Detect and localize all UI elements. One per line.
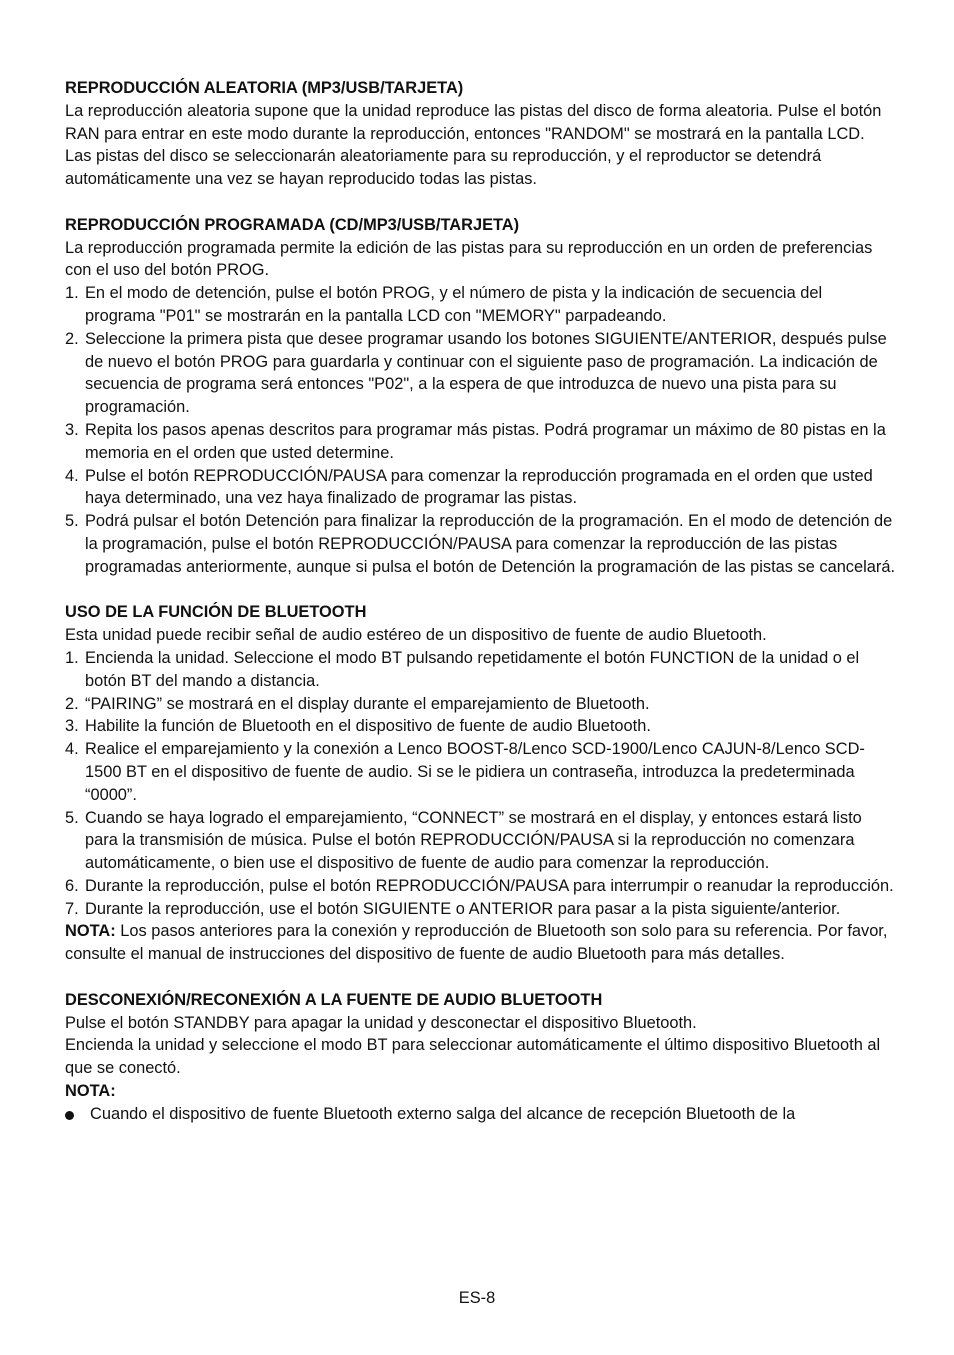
section-heading: DESCONEXIÓN/RECONEXIÓN A LA FUENTE DE AUDIO BLUETOOTH <box>65 990 603 1009</box>
list-item <box>65 738 895 806</box>
note-text: Los pasos anteriores para la conexión y reproducción de Bluetooth son solo para su referencia. Por favor, consulte el manual de instrucciones del dispositivo de fuente de audio Bluetooth para más detalles. <box>65 922 888 964</box>
step-text: “PAIRING” se mostrará en el display durante el emparejamiento de Bluetooth. <box>85 694 650 713</box>
list-item <box>65 875 895 898</box>
step-number: 4. <box>65 740 79 759</box>
bullet-icon <box>65 1111 74 1120</box>
step-number: 7. <box>65 899 79 918</box>
list-item <box>65 693 895 716</box>
bullet-text: Cuando el dispositivo de fuente Bluetooth externo salga del alcance de recepción Bluetooth de la <box>90 1104 796 1123</box>
paragraph: Esta unidad puede recibir señal de audio estéreo de un dispositivo de fuente de audio Bluetooth. <box>65 626 767 645</box>
note-label: NOTA: <box>65 1082 116 1101</box>
bullet-list <box>65 1103 895 1126</box>
list-item <box>65 1103 895 1126</box>
step-number: 2. <box>65 694 79 713</box>
list-item <box>65 510 895 578</box>
step-number: 1. <box>65 284 79 303</box>
step-number: 3. <box>65 717 79 736</box>
step-number: 6. <box>65 876 79 895</box>
step-text: Encienda la unidad. Seleccione el modo BT pulsando repetidamente el botón FUNCTION de la unidad o el botón BT del mando a distancia. <box>85 648 860 690</box>
page-content <box>65 77 895 1148</box>
page-number: ES-8 <box>458 1289 496 1307</box>
step-number: 1. <box>65 648 79 667</box>
section-program-play <box>65 214 895 579</box>
section-heading: USO DE LA FUNCIÓN DE BLUETOOTH <box>65 603 367 622</box>
step-text: Realice el emparejamiento y la conexión a Lenco BOOST-8/Lenco SCD-1900/Lenco CAJUN-8/Lenco SCD-1500 BT en el dispositivo de fuente de audio. Si se le pidiera un contraseña, introduzca la predeterminada “0000”. <box>85 740 865 804</box>
step-text: Seleccione la primera pista que desee programar usando los botones SIGUIENTE/ANTERIOR, después pulse de nuevo el botón PROG para guardarla y continuar con el siguiente paso de programación. La indicación de secuencia de programa será entonces "P02", a la espera de que introduzca de nuevo una pista para su programación. <box>85 329 887 417</box>
section-bluetooth-reconnect <box>65 989 895 1126</box>
step-text: Cuando se haya logrado el emparejamiento, “CONNECT” se mostrará en el display, y entonces estará listo para la transmisión de música. Pulse el botón REPRODUCCIÓN/PAUSA si la reproducción no comenzara automáticamente, o bien use el dispositivo de fuente de audio para comenzar la reproducción. <box>85 808 862 873</box>
list-item <box>65 715 895 738</box>
step-text: Habilite la función de Bluetooth en el dispositivo de fuente de audio Bluetooth. <box>85 717 651 736</box>
step-text: Repita los pasos apenas descritos para programar más pistas. Podrá programar un máximo de 80 pistas en la memoria en el orden que usted determine. <box>85 420 886 462</box>
paragraph: Encienda la unidad y seleccione el modo BT para seleccionar automáticamente el último dispositivo Bluetooth al que se conectó. <box>65 1036 881 1078</box>
section-heading: REPRODUCCIÓN PROGRAMADA (CD/MP3/USB/TARJETA) <box>65 215 520 234</box>
step-number: 5. <box>65 808 79 827</box>
section-bluetooth <box>65 601 895 966</box>
list-item <box>65 282 895 328</box>
steps-list <box>65 282 895 578</box>
list-item <box>65 647 895 693</box>
step-number: 2. <box>65 329 79 348</box>
step-text: En el modo de detención, pulse el botón PROG, y el número de pista y la indicación de secuencia del programa "P01" se mostrarán en la pantalla LCD con "MEMORY" parpadeando. <box>85 284 823 325</box>
step-text: Durante la reproducción, pulse el botón REPRODUCCIÓN/PAUSA para interrumpir o reanudar la reproducción. <box>85 876 894 895</box>
step-number: 5. <box>65 512 79 531</box>
list-item <box>65 807 895 875</box>
step-number: 4. <box>65 466 79 485</box>
step-text: Durante la reproducción, use el botón SIGUIENTE o ANTERIOR para pasar a la pista siguiente/anterior. <box>85 899 841 918</box>
paragraph: La reproducción programada permite la edición de las pistas para su reproducción en un orden de preferencias con el uso del botón PROG. <box>65 238 873 280</box>
paragraph: Pulse el botón STANDBY para apagar la unidad y desconectar el dispositivo Bluetooth. <box>65 1013 697 1032</box>
list-item <box>65 419 895 465</box>
step-text: Pulse el botón REPRODUCCIÓN/PAUSA para comenzar la reproducción programada en el orden que usted haya determinado, una vez haya finalizado de programar las pistas. <box>85 466 873 508</box>
step-number: 3. <box>65 420 79 439</box>
list-item <box>65 465 895 511</box>
section-random-play <box>65 77 895 191</box>
section-heading: REPRODUCCIÓN ALEATORIA (MP3/USB/TARJETA) <box>65 79 464 97</box>
note-label: NOTA: <box>65 922 116 941</box>
step-text: Podrá pulsar el botón Detención para finalizar la reproducción de la programación. En el modo de detención de la programación, pulse el botón REPRODUCCIÓN/PAUSA para comenzar la reproducción de las pistas programadas anteriormente, aunque si pulsa el botón de Detención la programación de las pistas se cancelará. <box>85 512 896 576</box>
list-item <box>65 328 895 419</box>
note-paragraph <box>65 920 895 966</box>
paragraph: La reproducción aleatoria supone que la unidad reproduce las pistas del disco de forma aleatoria. Pulse el botón RAN para entrar en este modo durante la reproducción, entonces "RANDOM" se mostrará en la pantalla LCD. Las pistas del disco se seleccionarán aleatoriamente para su reproducción, y el reproductor se detendrá automáticamente una vez se hayan reproducido todas las pistas. <box>65 101 882 189</box>
steps-list <box>65 647 895 921</box>
list-item <box>65 898 895 921</box>
